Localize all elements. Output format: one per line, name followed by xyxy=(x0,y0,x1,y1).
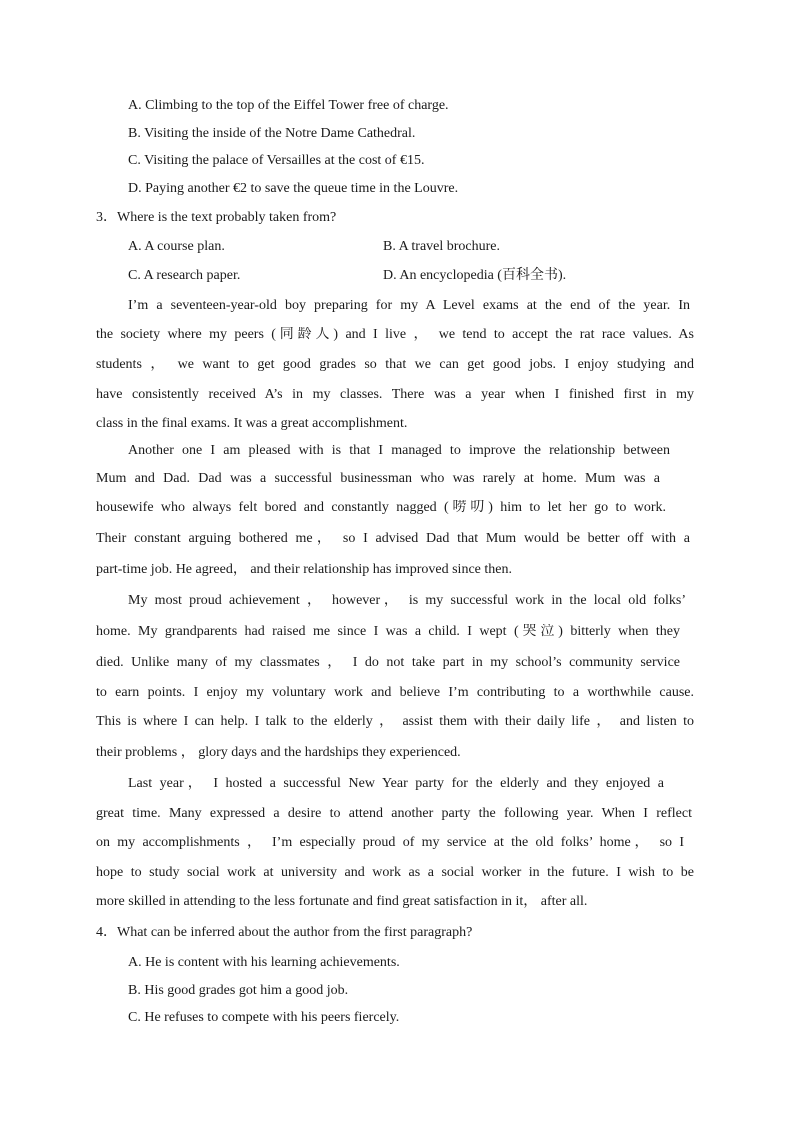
passage-p1-line-2: the society where my peers (同龄人) and I live ， we tend to accept the rat race values. As xyxy=(96,327,694,342)
passage-p4-line-1: Last year， I hosted a successful New Year party for the elderly and they enjoyed a xyxy=(128,776,664,791)
passage-p4-line-5: more skilled in attending to the less fortunate and find great satisfaction in it， after all. xyxy=(96,894,588,909)
passage-p1-line-5: class in the final exams. It was a great accomplishment. xyxy=(96,416,408,431)
q3-option-b: B. A travel brochure. xyxy=(383,239,501,254)
passage-p4-line-2: great time. Many expressed a desire to attend another party the following year. When I reflect xyxy=(96,806,692,821)
q3-option-a: A. A course plan. xyxy=(128,239,225,254)
passage-p3-line-6: their problems ， glory days and the hardships they experienced. xyxy=(96,745,461,760)
passage-p3-line-2: home. My grandparents had raised me since I was a child. I wept (哭泣) bitterly when they xyxy=(96,624,680,639)
passage-p2-line-4: Their constant arguing bothered me， so I advised Dad that Mum would be better off with a xyxy=(96,531,690,546)
passage-p1-line-1: I’m a seventeen-year-old boy preparing for my A Level exams at the end of the year. In xyxy=(128,298,690,313)
passage-p3-line-3: died. Unlike many of my classmates ， I do not take part in my school’s community service xyxy=(96,655,680,670)
q2-option-c: C. Visiting the palace of Versailles at the cost of €15. xyxy=(128,153,425,168)
q2-option-a: A. Climbing to the top of the Eiffel Tower free of charge. xyxy=(128,98,449,113)
passage-p4-line-4: hope to study social work at university and work as a social worker in the future. I wish to be xyxy=(96,865,694,880)
passage-p2-line-3: housewife who always felt bored and constantly nagged (唠叨) him to let her go to work. xyxy=(96,500,666,515)
q2-option-b: B. Visiting the inside of the Notre Dame Cathedral. xyxy=(128,126,416,141)
passage-p1-line-4: have consistently received A’s in my classes. There was a year when I finished first in my xyxy=(96,387,694,402)
passage-p3-line-1: My most proud achievement ， however， is my successful work in the local old folks’ xyxy=(128,593,686,608)
q4-stem: 4．What can be inferred about the author from the first paragraph? xyxy=(96,925,473,940)
q2-option-d: D. Paying another €2 to save the queue time in the Louvre. xyxy=(128,181,459,196)
passage-p3-line-4: to earn points. I enjoy my voluntary work and believe I’m contributing to a worthwhile cause. xyxy=(96,685,694,700)
passage-p4-line-3: on my accomplishments ， I’m especially proud of my service at the old folks’ home， so I xyxy=(96,835,684,850)
q4-option-c: C. He refuses to compete with his peers fiercely. xyxy=(128,1010,400,1025)
q3-stem: 3．Where is the text probably taken from? xyxy=(96,210,337,225)
q3-option-d: D. An encyclopedia (百科全书). xyxy=(383,268,567,283)
passage-p2-line-1: Another one I am pleased with is that I managed to improve the relationship between xyxy=(128,443,670,458)
passage-p1-line-3: students ， we want to get good grades so that we can get good jobs. I enjoy studying and xyxy=(96,357,694,372)
passage-p2-line-5: part-time job. He agreed， and their relationship has improved since then. xyxy=(96,562,512,577)
q3-option-c: C. A research paper. xyxy=(128,268,241,283)
q4-option-a: A. He is content with his learning achievements. xyxy=(128,955,400,970)
q4-option-b: B. His good grades got him a good job. xyxy=(128,983,349,998)
passage-p2-line-2: Mum and Dad. Dad was a successful businessman who was rarely at home. Mum was a xyxy=(96,471,660,486)
passage-p3-line-5: This is where I can help. I talk to the elderly ， assist them with their daily life ， and listen to xyxy=(96,714,694,729)
